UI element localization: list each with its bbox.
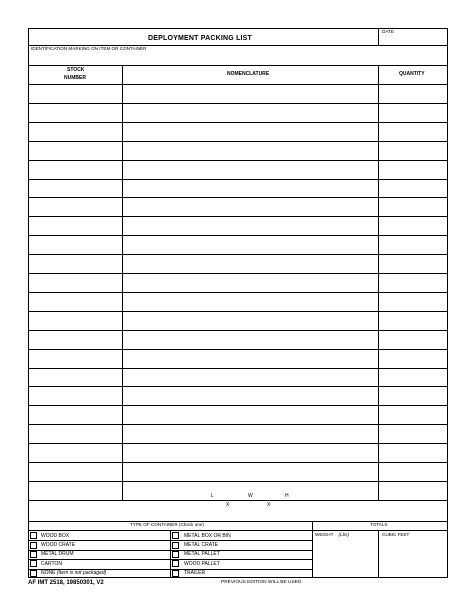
quantity-header: QUANTITY [399,71,425,77]
container-totals-divider [312,521,313,578]
table-row[interactable] [28,122,448,141]
totals-heading: TOTALS [370,522,388,527]
table-row[interactable] [28,216,448,235]
stock-header-line1: STOCK [67,67,85,73]
table-row[interactable] [28,160,448,179]
container-checkbox-left-2[interactable] [30,542,37,549]
table-row[interactable] [28,254,448,273]
container-checkbox-left-4[interactable] [30,560,37,567]
container-option-label: METAL CRATE [184,541,219,548]
previous-edition-note: PREVIOUS EDITION WILL BE USED. [221,580,303,585]
table-row[interactable] [28,424,448,443]
container-checkbox-left-3[interactable] [30,551,37,558]
table-row[interactable] [28,368,448,387]
table-row[interactable] [28,443,448,462]
container-option-label: TRAILER [184,570,206,577]
table-row[interactable] [28,481,448,500]
date-divider [378,28,379,45]
container-checkbox-left-1[interactable] [30,532,37,539]
times-sign-1: X [226,502,230,508]
container-option-label: WOOD BOX [41,532,70,539]
identification-label: IDENTIFICATION MARKING ON ITEM OR CONTAINER [31,46,147,51]
container-checkbox-left-5[interactable] [30,570,37,577]
container-column-divider [170,530,171,578]
container-option-label: METAL BOX OR BIN [184,532,231,539]
table-row[interactable] [28,349,448,368]
container-checkbox-right-2[interactable] [172,542,179,549]
container-checkbox-right-3[interactable] [172,551,179,558]
container-checkbox-right-4[interactable] [172,560,179,567]
container-option-label: WOOD PALLET [184,560,220,567]
weight-unit: (Lbs) [338,532,349,537]
form-title: DEPLOYMENT PACKING LIST [148,35,253,42]
table-row[interactable] [28,273,448,292]
table-row[interactable] [28,292,448,311]
container-option-label: WOOD CRATE [41,541,76,548]
table-row[interactable] [28,84,448,103]
container-heading: TYPE OF CONTAINER (Check one) [130,522,204,527]
stock-header-line2: NUMBER [64,75,86,81]
container-heading-rule [28,530,448,531]
table-row[interactable] [28,330,448,349]
container-checkbox-right-5[interactable] [172,570,179,577]
table-row[interactable] [28,235,448,254]
weight-label [315,533,349,538]
container-option-note: (Item is not packaged) [56,570,107,577]
form-id: AF IMT 2518, 19850301, V2 [28,580,104,586]
table-row[interactable] [28,386,448,405]
container-option-label: METAL DRUM [41,551,74,558]
identification-bottom-rule [28,65,448,66]
cubic-feet-label: CUBIC FEET [382,532,410,537]
nomenclature-header: NOMENCLATURE [227,71,270,77]
table-row[interactable] [28,103,448,122]
table-row[interactable] [28,462,448,481]
times-sign-2: X [267,502,271,508]
table-row[interactable] [28,405,448,424]
weight-cubic-divider [378,530,379,578]
weight-text: WEIGHT [315,532,334,537]
table-row[interactable] [28,197,448,216]
table-row-rule [28,500,448,501]
container-option-label: CARTON [41,560,62,567]
width-label: W [248,493,253,499]
date-label: DATE [382,29,394,34]
table-row[interactable] [28,311,448,330]
table-row[interactable] [28,179,448,198]
container-option-label: METAL PALLET [184,551,220,558]
table-row[interactable] [28,141,448,160]
container-checkbox-right-1[interactable] [172,532,179,539]
container-option-label: NONE (Item is not packaged) [41,570,107,577]
height-label: H [285,493,289,499]
length-label: L [211,493,214,499]
